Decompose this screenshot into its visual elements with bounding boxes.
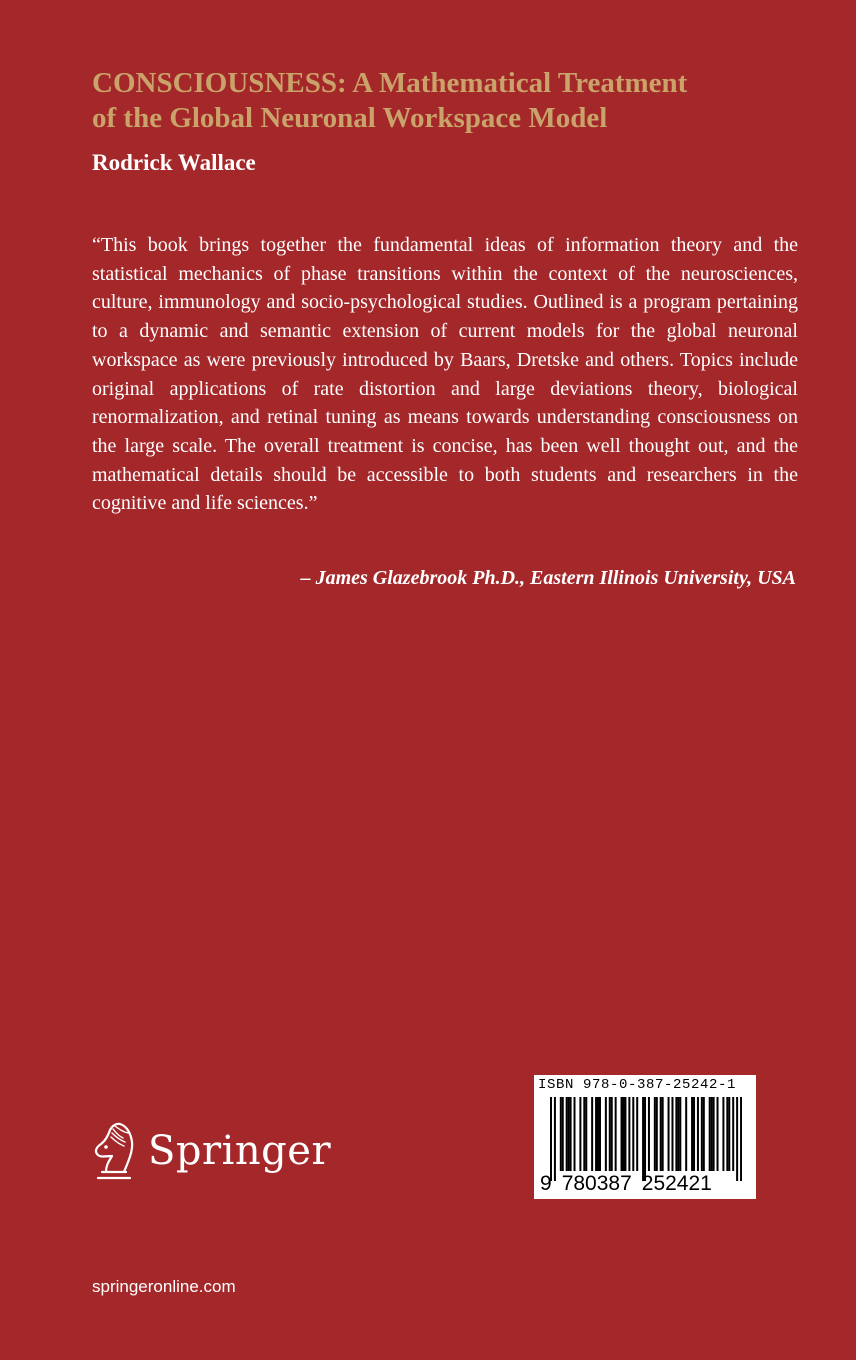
barcode-bar <box>648 1097 650 1171</box>
barcode-bar <box>675 1097 677 1171</box>
barcode-bar <box>671 1097 673 1171</box>
barcode-bar <box>622 1097 624 1171</box>
barcode-bar <box>726 1097 728 1171</box>
barcode-bar <box>713 1097 715 1171</box>
barcode-bar <box>642 1097 644 1181</box>
publisher-website: springeronline.com <box>92 1277 236 1296</box>
barcode-bar <box>709 1097 711 1171</box>
barcode-bar <box>693 1097 695 1171</box>
barcode-bar <box>597 1097 599 1171</box>
barcode-bar <box>668 1097 670 1171</box>
publisher-name: Springer <box>148 1128 332 1174</box>
barcode-bar <box>574 1097 576 1171</box>
book-title <box>92 66 812 136</box>
barcode-bar <box>605 1097 607 1171</box>
barcode-bar <box>662 1097 664 1171</box>
barcode-bar <box>728 1097 730 1171</box>
barcode-bar <box>740 1097 742 1181</box>
barcode-bar <box>703 1097 705 1171</box>
barcode-bar <box>722 1097 724 1171</box>
isbn-digit-first: 9 <box>540 1172 552 1195</box>
title-line-1: CONSCIOUSNESS: A Mathematical Treatment <box>92 67 688 99</box>
barcode-bar <box>654 1097 656 1171</box>
barcode-bar <box>583 1097 585 1171</box>
barcode-bar <box>644 1097 646 1181</box>
barcode-bar <box>554 1097 556 1181</box>
isbn-digits-left: 780387 <box>561 1172 632 1195</box>
barcode-bar <box>656 1097 658 1171</box>
barcode-bar <box>611 1097 613 1171</box>
barcode-bar <box>550 1097 552 1181</box>
chess-knight-icon <box>88 1120 140 1182</box>
barcode-bar <box>717 1097 719 1171</box>
barcode-bar <box>697 1097 699 1171</box>
barcode-bar <box>599 1097 601 1171</box>
barcode-bar <box>591 1097 593 1171</box>
barcode-bar <box>711 1097 713 1171</box>
barcode-bar <box>628 1097 630 1171</box>
barcode-bar <box>621 1097 623 1171</box>
barcode-bar <box>660 1097 662 1171</box>
barcode-bar <box>579 1097 581 1171</box>
barcode-bar <box>585 1097 587 1171</box>
barcode-bar <box>636 1097 638 1171</box>
barcode-bar <box>732 1097 734 1171</box>
isbn-label: ISBN 978-0-387-25242-1 <box>538 1077 737 1093</box>
barcode-bar <box>595 1097 597 1171</box>
barcode-bar <box>562 1097 564 1171</box>
barcode-bar <box>560 1097 562 1171</box>
barcode-bar <box>632 1097 634 1171</box>
barcode-bar <box>701 1097 703 1171</box>
title-line-2: of the Global Neuronal Workspace Model <box>92 102 608 134</box>
barcode-bar <box>568 1097 570 1171</box>
barcode-bar <box>677 1097 679 1171</box>
isbn-barcode <box>534 1075 756 1199</box>
author-name: Rodrick Wallace <box>92 150 256 175</box>
barcode-bar <box>736 1097 738 1181</box>
barcode-bar <box>570 1097 572 1171</box>
barcode-bar <box>624 1097 626 1171</box>
barcode-bar <box>679 1097 681 1171</box>
barcode-bars <box>550 1097 742 1181</box>
publisher-logo <box>88 1120 331 1182</box>
review-blurb: “This book brings together the fundamental ideas of information theory and the statistical mechanics of phase transitions within the context of the neurosciences, culture, immunology and socio-psychological studies. Outlined is a program pertaining to a dynamic and semantic extension of current models for the global neuronal workspace as were previously introduced by Baars, Dretske and others. Topics include original applications of rate distortion and large deviations theory, biological renormalization, and retinal tuning as means towards understanding consciousness on the large scale. The overall treatment is concise, has been well thought out, and the mathematical details should be accessible to both students and researchers in the cognitive and life sciences.” <box>92 234 798 515</box>
barcode-bar <box>566 1097 568 1171</box>
isbn-digits-right: 252421 <box>641 1172 712 1195</box>
isbn-digits <box>540 1172 712 1196</box>
review-attribution: – James Glazebrook Ph.D., Eastern Illinois University, USA <box>300 567 796 589</box>
barcode-bar <box>685 1097 687 1171</box>
barcode-bar <box>691 1097 693 1171</box>
barcode-bar <box>609 1097 611 1171</box>
barcode-bar <box>615 1097 617 1171</box>
